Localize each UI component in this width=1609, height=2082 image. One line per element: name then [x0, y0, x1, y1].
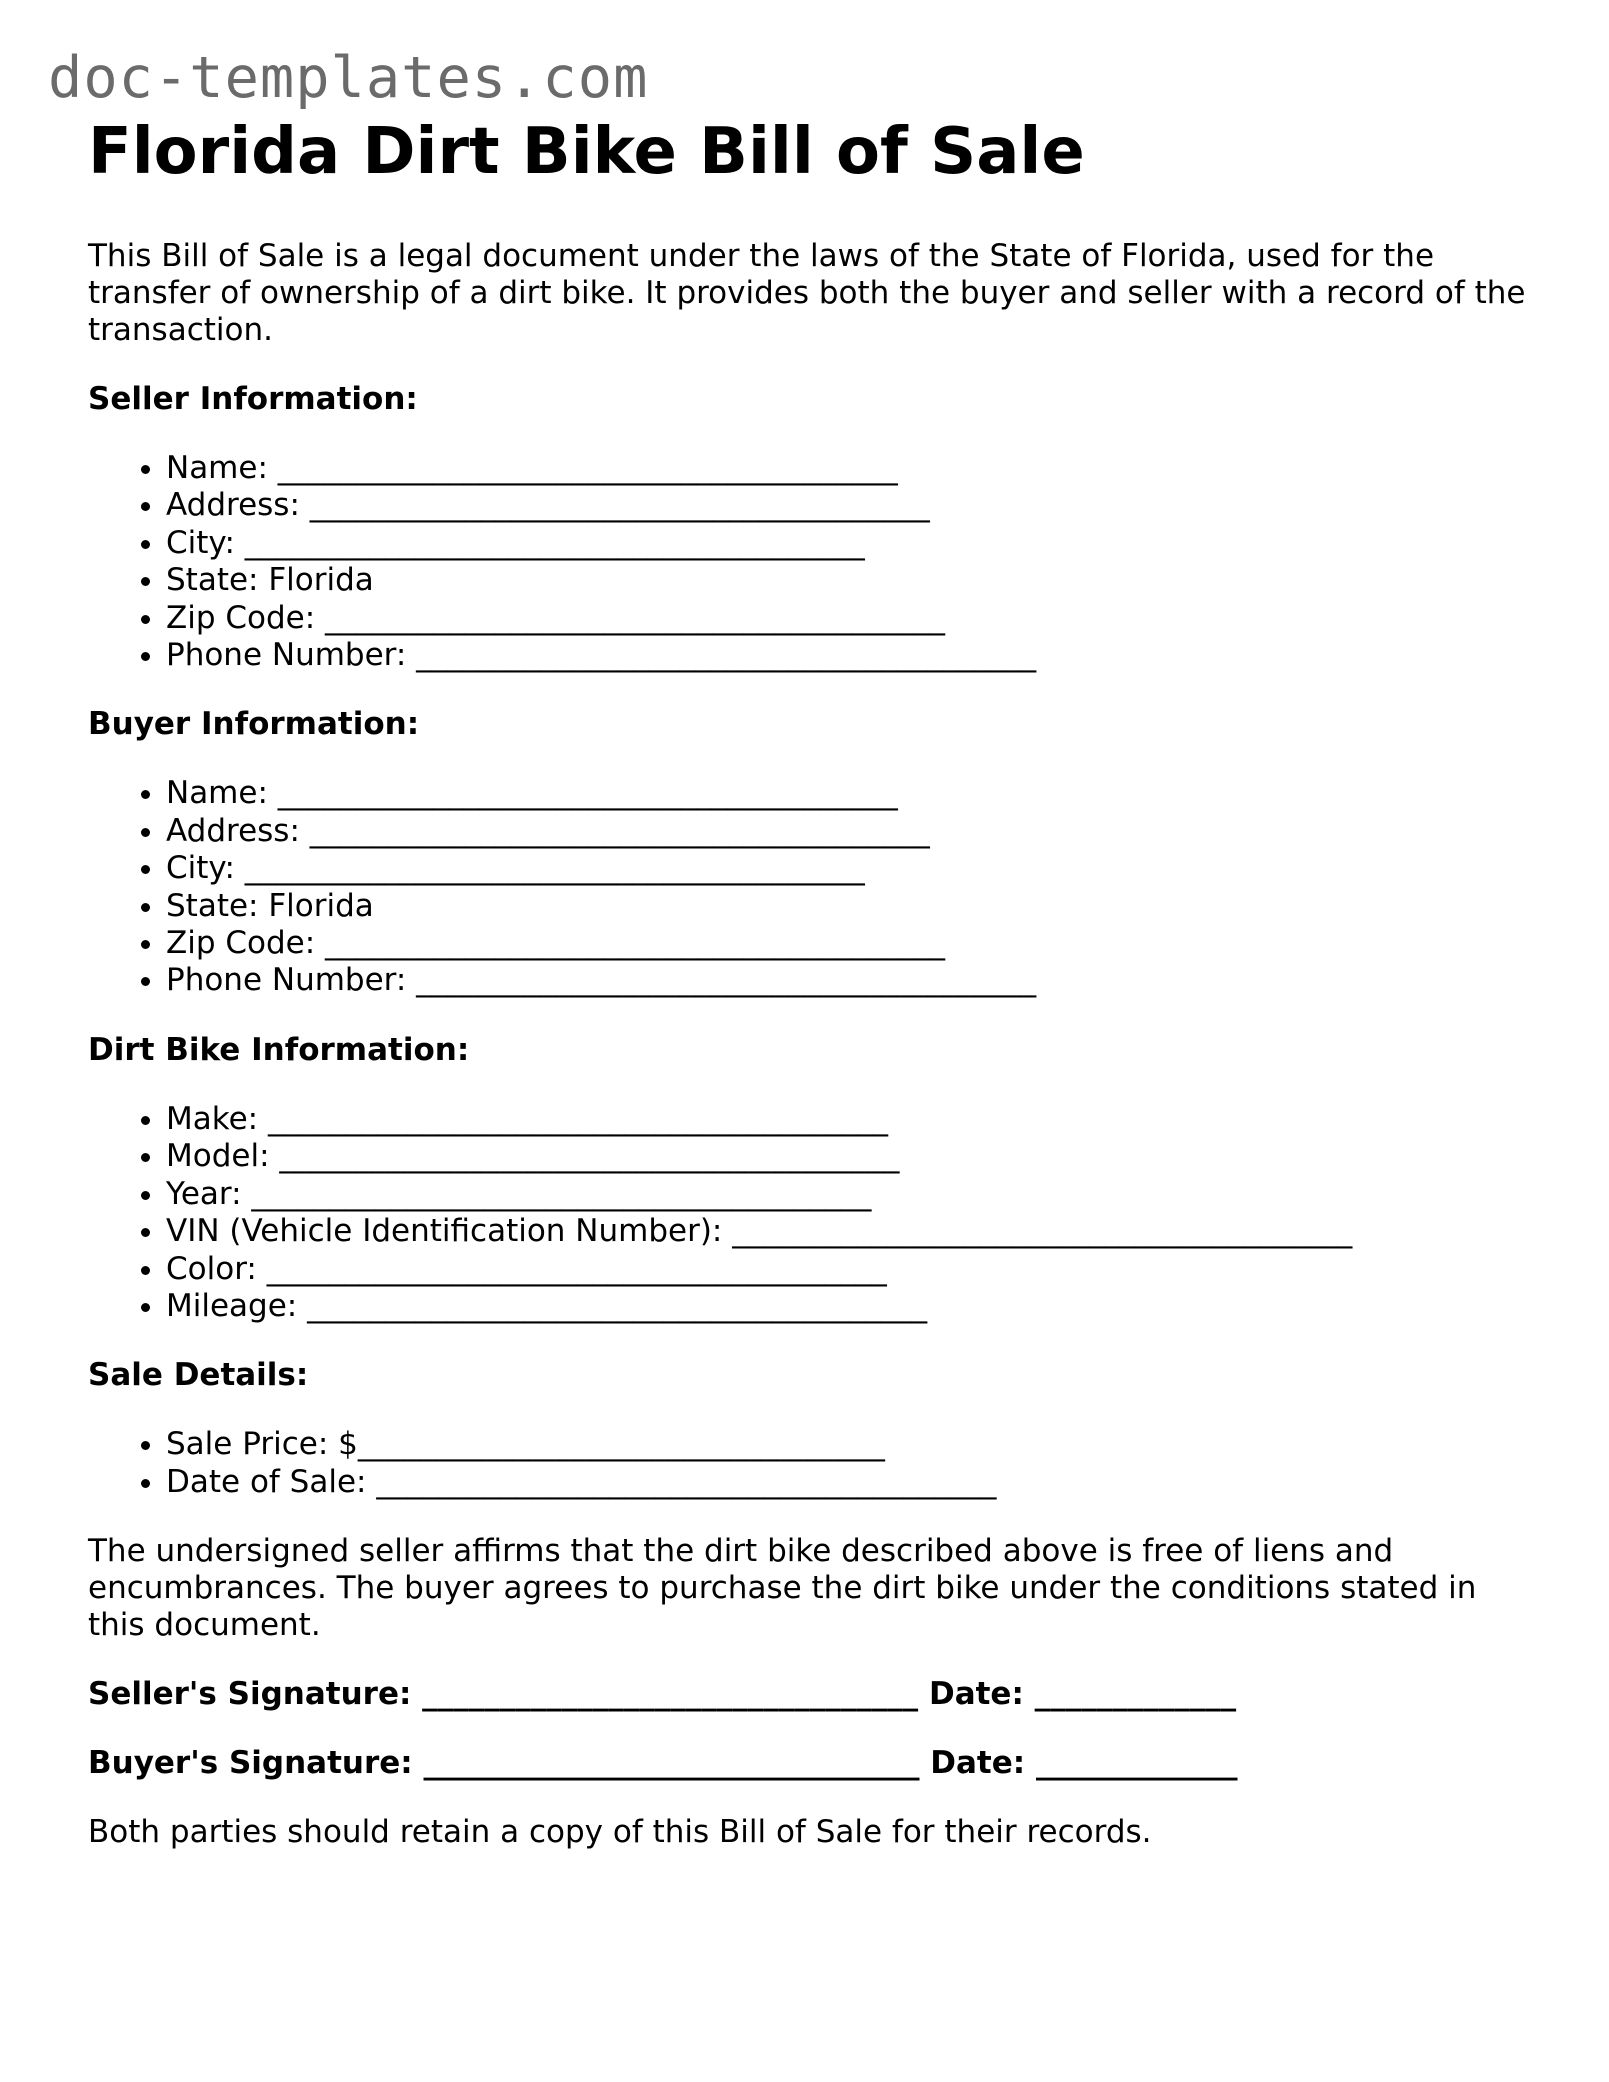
seller-zip-field: • Zip Code: ________________________________________ [166, 600, 1528, 637]
buyer-section-heading: Buyer Information: [88, 706, 420, 743]
seller-address-field: • Address: ________________________________________ [166, 487, 1528, 524]
bike-model-field: • Model: ________________________________________ [166, 1138, 1528, 1175]
sale-section-heading: Sale Details: [88, 1357, 309, 1394]
seller-field-list [88, 450, 1528, 674]
buyer-name-field: • Name: ________________________________________ [166, 775, 1528, 812]
bike-vin-field: • VIN (Vehicle Identification Number): ________________________________________ [166, 1213, 1528, 1250]
intro-paragraph: This Bill of Sale is a legal document under the laws of the State of Florida, used for the transfer of ownership of a dirt bike. It provides both the buyer and seller with a record of the transaction. [88, 238, 1526, 348]
document-body [88, 108, 1528, 1851]
seller-city-field: • City: ________________________________________ [166, 525, 1528, 562]
seller-name-field: • Name: ________________________________________ [166, 450, 1528, 487]
buyer-phone-field: • Phone Number: ________________________________________ [166, 962, 1528, 999]
bike-field-list [88, 1101, 1528, 1325]
buyer-address-field: • Address: ________________________________________ [166, 813, 1528, 850]
bike-section-heading: Dirt Bike Information: [88, 1031, 470, 1068]
bike-color-field: • Color: ________________________________________ [166, 1251, 1528, 1288]
bike-make-field: • Make: ________________________________________ [166, 1101, 1528, 1138]
buyer-field-list [88, 775, 1528, 999]
seller-signature-line: Seller's Signature: ________________________________ Date: _____________ [88, 1676, 1237, 1713]
affirmation-paragraph: The undersigned seller affirms that the dirt bike described above is free of liens and encumbrances. The buyer agrees to purchase the dirt bike under the conditions stated in this document. [88, 1533, 1477, 1644]
buyer-state-field: • State: Florida [166, 888, 1528, 925]
buyer-city-field: • City: ________________________________________ [166, 850, 1528, 887]
sale-field-list [88, 1426, 1528, 1501]
watermark-text: doc-templates.com [48, 45, 649, 111]
closing-paragraph: Both parties should retain a copy of this Bill of Sale for their records. [88, 1814, 1152, 1851]
buyer-signature-line: Buyer's Signature: ________________________________ Date: _____________ [88, 1745, 1238, 1782]
seller-phone-field: • Phone Number: ________________________________________ [166, 637, 1528, 674]
buyer-zip-field: • Zip Code: ________________________________________ [166, 925, 1528, 962]
bike-year-field: • Year: ________________________________________ [166, 1176, 1528, 1213]
seller-section-heading: Seller Information: [88, 381, 418, 417]
bike-mileage-field: • Mileage: ________________________________________ [166, 1288, 1528, 1325]
document-title: Florida Dirt Bike Bill of Sale [88, 115, 1085, 189]
sale-price-field: • Sale Price: $__________________________________ [166, 1426, 1528, 1463]
sale-date-field: • Date of Sale: ________________________________________ [166, 1464, 1528, 1501]
seller-state-field: • State: Florida [166, 562, 1528, 599]
